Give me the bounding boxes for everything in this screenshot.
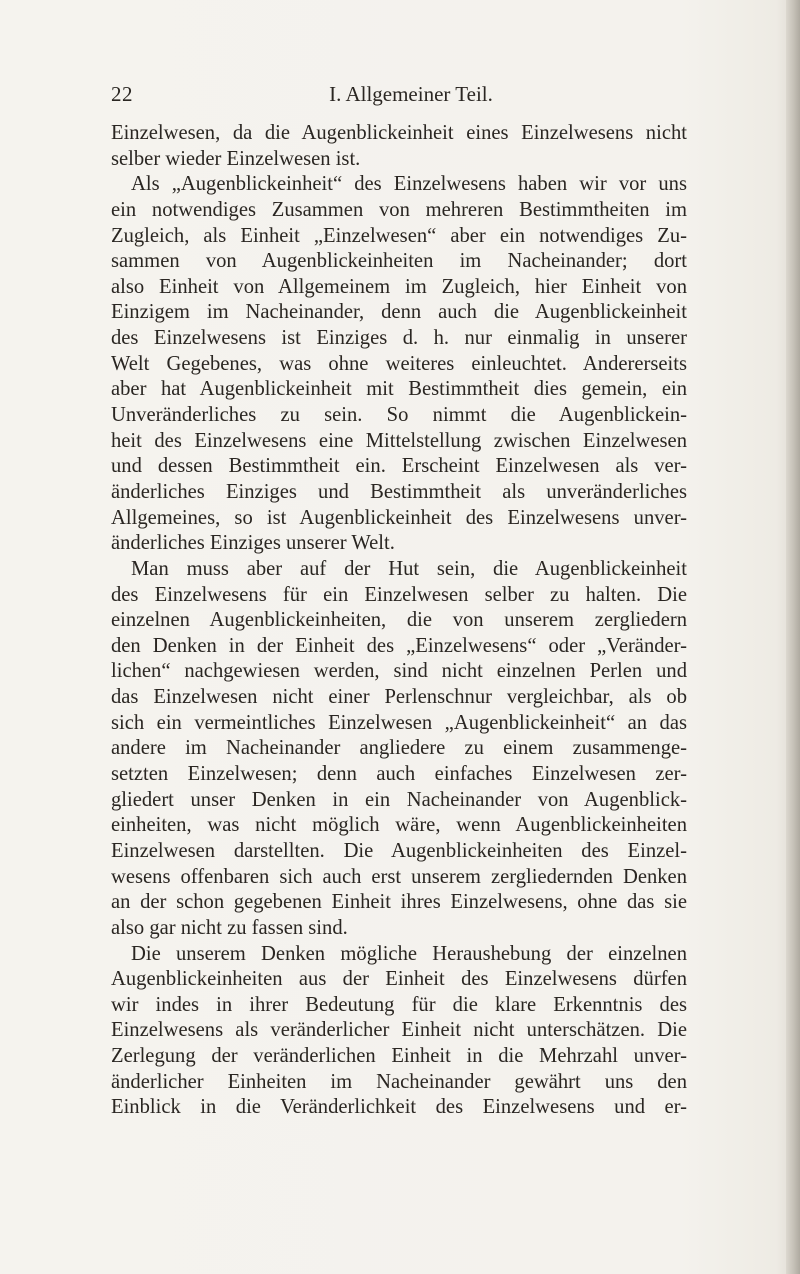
text-line: das Einzelwesen nicht einer Perlenschnur vergleichbar, als ob xyxy=(111,686,687,709)
text-line: Welt Gegebenes, was ohne weiteres einleuchtet. Andererseits xyxy=(111,352,687,375)
text-line: lichen“ nachgewiesen werden, sind nicht einzelnen Perlen und xyxy=(111,660,687,683)
text-line: selber wieder Einzelwesen ist. xyxy=(111,147,361,170)
text-line: also Einheit von Allgemeinem im Zugleich, hier Einheit von xyxy=(111,275,687,298)
chapter-title: I. Allgemeiner Teil. xyxy=(329,82,493,106)
text-line: aber hat Augenblickeinheit mit Bestimmtheit dies gemein, ein xyxy=(111,378,687,401)
text-line: Einzigem im Nacheinander, denn auch die Augenblickeinheit xyxy=(111,301,687,324)
text-line: Einzelwesens als veränderlicher Einheit nicht unterschätzen. Die xyxy=(111,1019,687,1042)
text-line: Einblick in die Veränderlichkeit des Einzelwesens und er- xyxy=(111,1096,687,1119)
paragraph xyxy=(111,172,687,557)
text-line: Einzelwesen, da die Augenblickeinheit eines Einzelwesens nicht xyxy=(111,122,687,144)
text-line: ein notwendiges Zusammen von mehreren Bestimmtheiten im xyxy=(111,198,687,221)
text-line: wesens offenbaren sich auch erst unserem zergliedernden Denken xyxy=(111,865,687,888)
text-line: sammen von Augenblickeinheiten im Nacheinander; dort xyxy=(111,250,687,273)
text-line: einzelnen Augenblickeinheiten, die von unserem zergliedern xyxy=(111,609,687,632)
text-line: Die unserem Denken mögliche Heraushebung der einzelnen xyxy=(131,942,687,965)
page-number: 22 xyxy=(111,82,133,106)
text-line: einheiten, was nicht möglich wäre, wenn Augenblickeinheiten xyxy=(111,814,687,837)
text-line: des Einzelwesens für ein Einzelwesen selber zu halten. Die xyxy=(111,583,687,606)
running-head xyxy=(111,82,691,110)
text-line: Man muss aber auf der Hut sein, die Augenblickeinheit xyxy=(131,557,687,580)
paragraph xyxy=(111,121,687,172)
text-line: änderlicher Einheiten im Nacheinander gewährt uns den xyxy=(111,1070,687,1093)
text-line: wir indes in ihrer Bedeutung für die klare Erkenntnis des xyxy=(111,993,687,1016)
body-text xyxy=(111,121,687,1121)
text-line: Zugleich, als Einheit „Einzelwesen“ aber ein notwendiges Zu- xyxy=(111,224,687,247)
text-line: Zerlegung der veränderlichen Einheit in die Mehrzahl unver- xyxy=(111,1045,687,1068)
text-line: andere im Nacheinander angliedere zu einem zusammenge- xyxy=(111,737,687,760)
text-line: Unveränderliches zu sein. So nimmt die Augenblickein- xyxy=(111,404,687,427)
text-line: also gar nicht zu fassen sind. xyxy=(111,916,348,939)
text-line: heit des Einzelwesens eine Mittelstellung zwischen Einzelwesen xyxy=(111,429,687,452)
paragraph xyxy=(111,557,687,942)
text-line: setzten Einzelwesen; denn auch einfaches Einzelwesen zer- xyxy=(111,763,687,786)
text-line: des Einzelwesens ist Einziges d. h. nur einmalig in unserer xyxy=(111,327,687,350)
page-edge-shadow xyxy=(786,0,800,1274)
text-line: Allgemeines, so ist Augenblickeinheit des Einzelwesens unver- xyxy=(111,506,687,529)
text-line: Einzelwesen darstellten. Die Augenblickeinheiten des Einzel- xyxy=(111,839,687,862)
text-line: sich ein vermeintliches Einzelwesen „Augenblickeinheit“ an das xyxy=(111,711,687,734)
text-line: gliedert unser Denken in ein Nacheinander von Augenblick- xyxy=(111,788,687,811)
text-line: den Denken in der Einheit des „Einzelwesens“ oder „Veränder- xyxy=(111,634,687,657)
text-line: änderliches Einziges unserer Welt. xyxy=(111,532,395,555)
text-line: änderliches Einziges und Bestimmtheit als unveränderliches xyxy=(111,480,687,503)
text-line: Augenblickeinheiten aus der Einheit des Einzelwesens dürfen xyxy=(111,968,687,991)
paragraph xyxy=(111,942,687,1121)
text-line: Als „Augenblickeinheit“ des Einzelwesens haben wir vor uns xyxy=(131,173,687,196)
text-line: und dessen Bestimmtheit ein. Erscheint Einzelwesen als ver- xyxy=(111,455,687,478)
text-line: an der schon gegebenen Einheit ihres Einzelwesens, ohne das sie xyxy=(111,891,687,914)
